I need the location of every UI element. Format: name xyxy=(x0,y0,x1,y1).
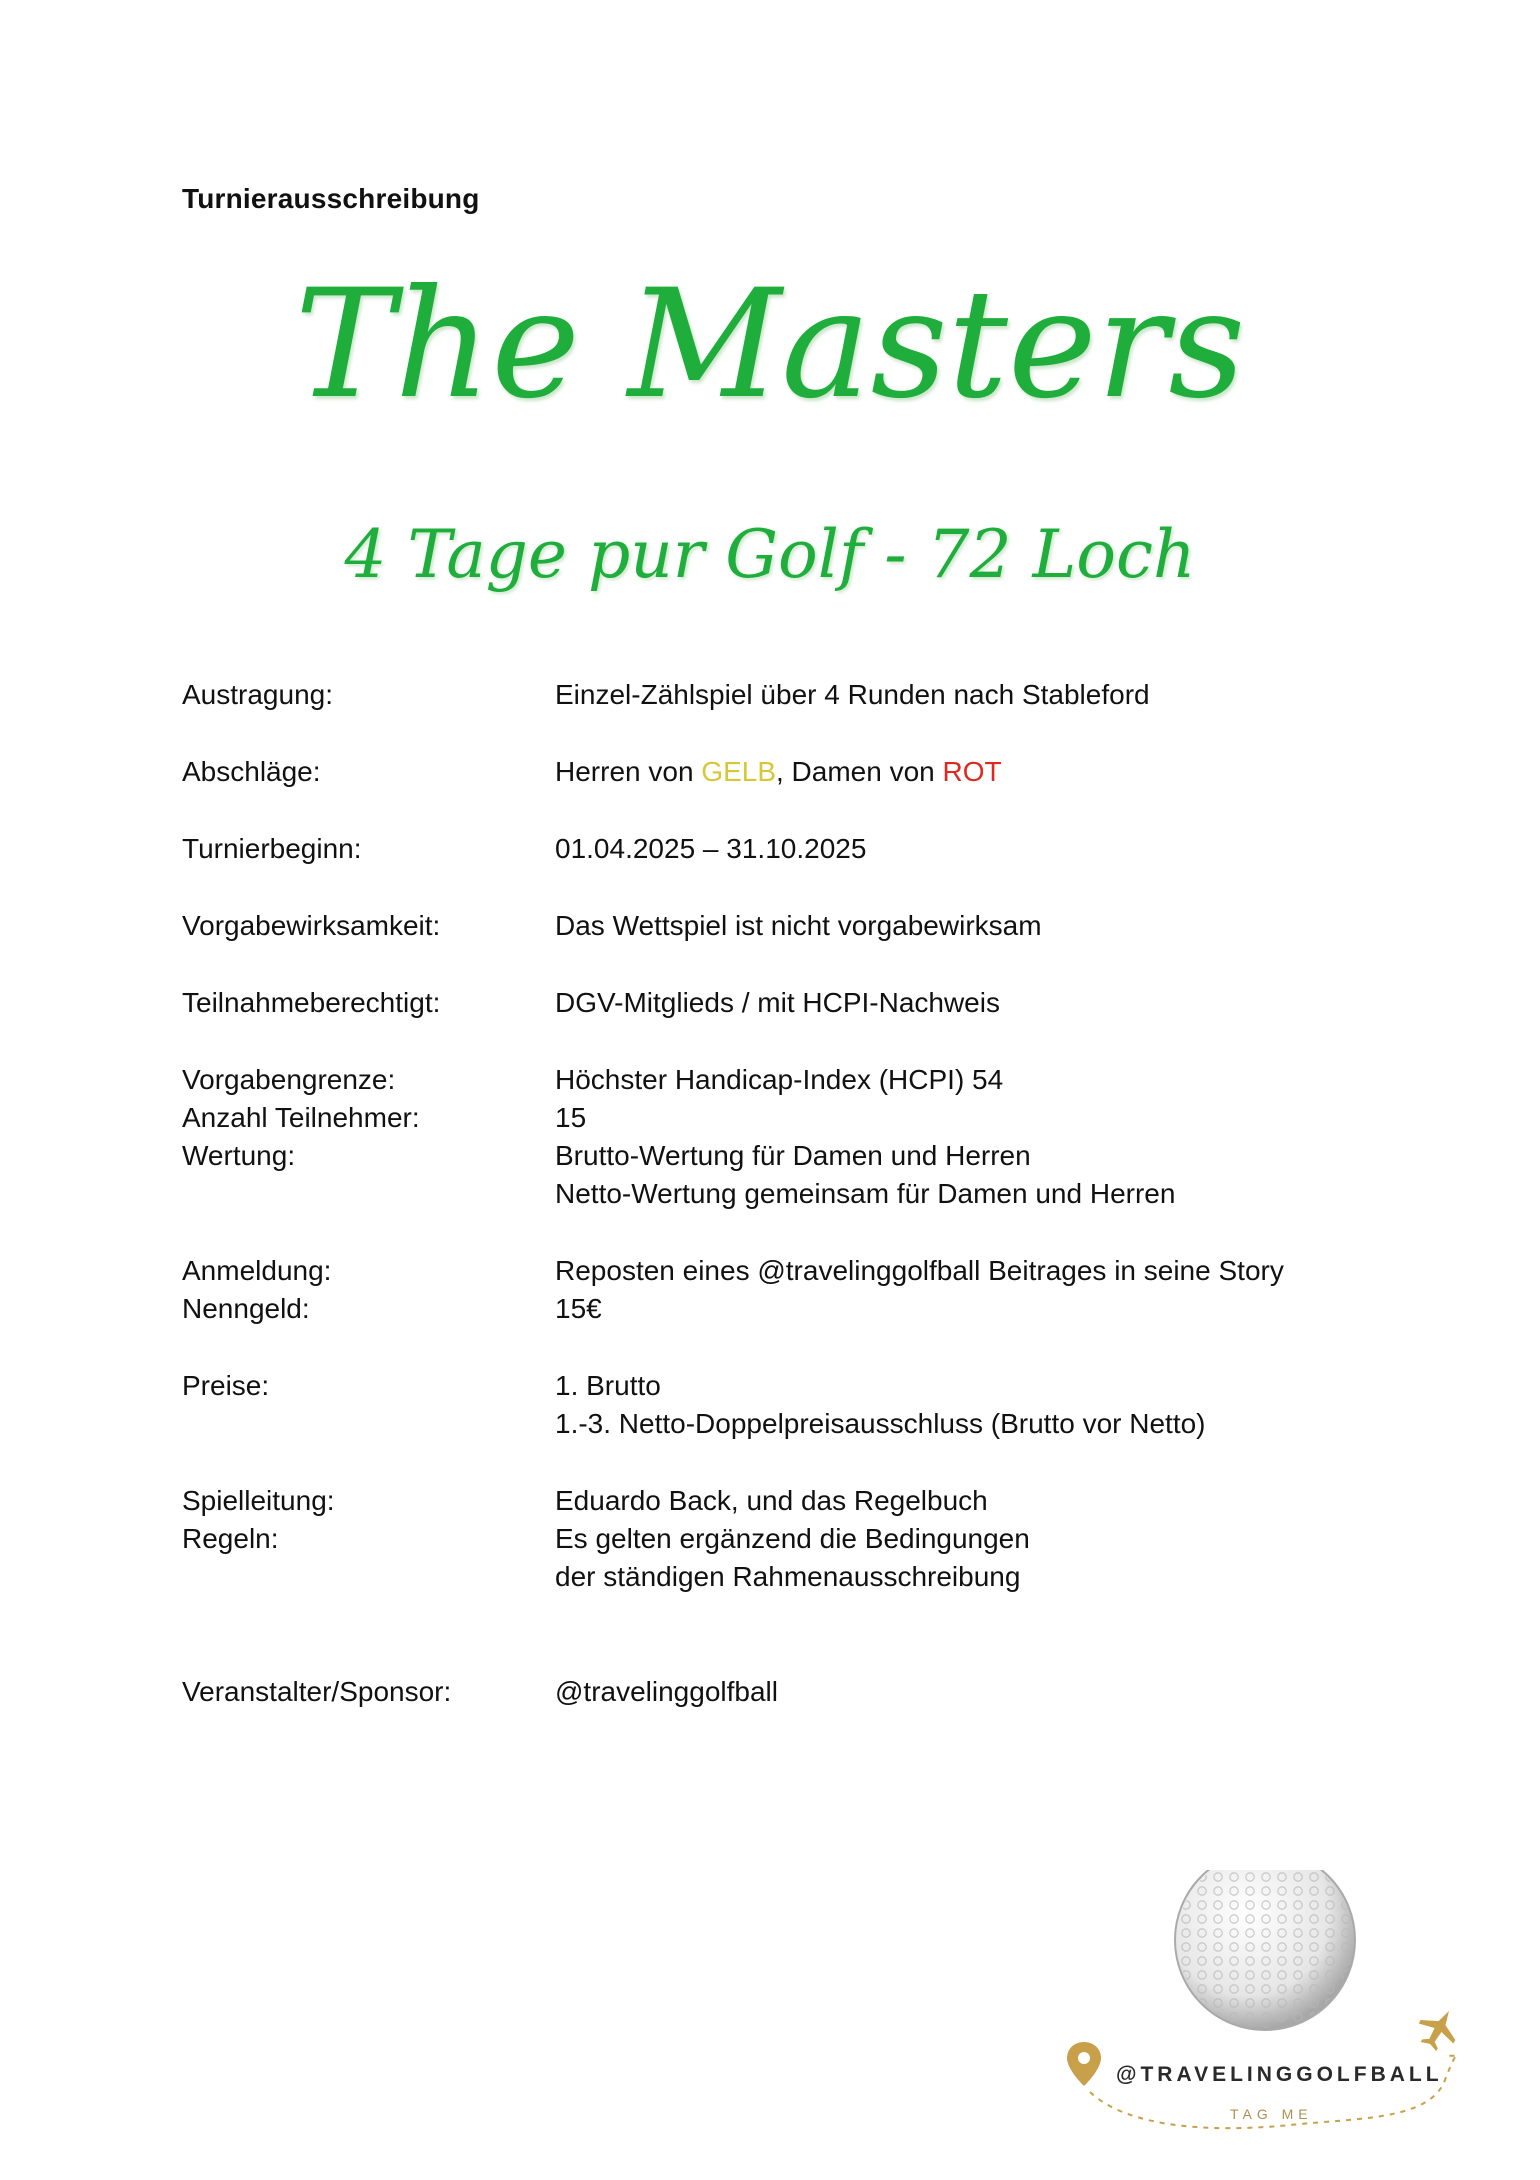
label-turnierbeginn: Turnierbeginn: xyxy=(182,833,362,864)
value-veranstalter: @travelinggolfball xyxy=(555,1676,778,1707)
label-teilnahmeberechtigt: Teilnahmeberechtigt: xyxy=(182,987,441,1018)
label-vorgabengrenze: Vorgabengrenze: xyxy=(182,1064,396,1095)
label-preise: Preise: xyxy=(182,1370,270,1401)
value-wertung-brutto: Brutto-Wertung für Damen und Herren xyxy=(555,1140,1031,1171)
value-vorgabengrenze: Höchster Handicap-Index (HCPI) 54 xyxy=(555,1064,1004,1095)
value-vorgabewirksamkeit: Das Wettspiel ist nicht vorgabewirksam xyxy=(555,910,1042,941)
abschlaege-herren-text: Herren von xyxy=(555,756,702,787)
value-austragung: Einzel-Zählspiel über 4 Runden nach Stableford xyxy=(555,679,1150,710)
label-wertung: Wertung: xyxy=(182,1140,296,1171)
label-regeln: Regeln: xyxy=(182,1523,279,1554)
page-header-label: Turnierausschreibung xyxy=(182,183,480,214)
golf-ball-icon xyxy=(1175,1870,1355,2030)
value-nenngeld: 15€ xyxy=(555,1293,602,1324)
label-anzahl-teilnehmer: Anzahl Teilnehmer: xyxy=(182,1102,420,1133)
logo-tagline: TAG ME xyxy=(1230,2106,1313,2122)
value-turnierbeginn: 01.04.2025 – 31.10.2025 xyxy=(555,833,867,864)
tournament-subtitle: 4 Tage pur Golf - 72 Loch xyxy=(344,516,1196,593)
value-preise-brutto: 1. Brutto xyxy=(555,1370,661,1401)
value-spielleitung: Eduardo Back, und das Regelbuch xyxy=(555,1485,988,1516)
value-teilnahmeberechtigt: DGV-Mitglieds / mit HCPI-Nachweis xyxy=(555,987,1000,1018)
airplane-icon xyxy=(1411,2001,1466,2057)
tee-color-gelb: GELB xyxy=(701,756,776,787)
value-anmeldung: Reposten eines @travelinggolfball Beitrages in seine Story xyxy=(555,1255,1284,1286)
label-vorgabewirksamkeit: Vorgabewirksamkeit: xyxy=(182,910,441,941)
label-austragung: Austragung: xyxy=(182,679,333,710)
label-abschlaege: Abschläge: xyxy=(182,756,321,787)
abschlaege-damen-text: , Damen von xyxy=(776,756,943,787)
value-regeln-line2: der ständigen Rahmenausschreibung xyxy=(555,1561,1021,1592)
label-nenngeld: Nenngeld: xyxy=(182,1293,310,1324)
value-preise-netto: 1.-3. Netto-Doppelpreisausschluss (Brutto vor Netto) xyxy=(555,1408,1206,1439)
tournament-title: The Masters xyxy=(294,258,1246,432)
value-abschlaege xyxy=(555,753,1002,791)
label-anmeldung: Anmeldung: xyxy=(182,1255,332,1286)
location-pin-icon xyxy=(1067,2042,1101,2086)
label-spielleitung: Spielleitung: xyxy=(182,1485,335,1516)
value-anzahl-teilnehmer: 15 xyxy=(555,1102,587,1133)
logo-handle-text: @TRAVELINGGOLFBALL xyxy=(1116,2063,1443,2086)
label-veranstalter: Veranstalter/Sponsor: xyxy=(182,1676,452,1707)
value-regeln-line1: Es gelten ergänzend die Bedingungen xyxy=(555,1523,1030,1554)
value-wertung-netto: Netto-Wertung gemeinsam für Damen und Herren xyxy=(555,1178,1176,1209)
tee-color-rot: ROT xyxy=(942,756,1002,787)
